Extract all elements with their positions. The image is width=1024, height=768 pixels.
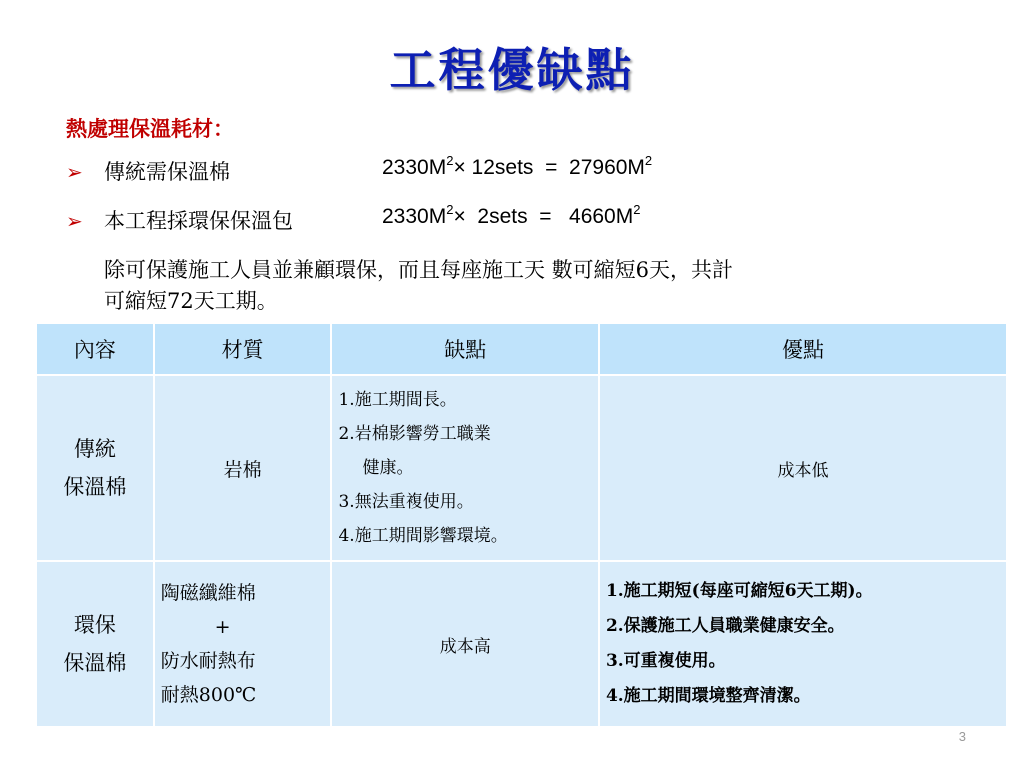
cell-pros: 成本低 [599,375,1007,561]
arrow-bullet-icon: ➢ [66,209,83,233]
list-item: 健康。 [362,458,414,478]
header-cons: 缺點 [331,323,598,375]
header-pros: 優點 [599,323,1007,375]
benefit-paragraph [104,255,984,317]
bullet-calculation: $2330M^2\times$ 12sets = $27960M^2$ [382,153,653,179]
paragraph-line: 除可保護施工人員並兼顧環保，而且每座施工天 數可縮短6天，共計 [104,258,734,282]
cell-material: 陶磁纖維棉 + 防水耐熱布 耐熱800℃ [154,561,332,727]
cell-pros [599,561,1007,727]
list-item: 1.施工期間長。 [338,390,457,410]
page-number: 3 [958,729,966,744]
cell-content: 環保 保溫棉 [36,561,154,727]
header-material: 材質 [154,323,332,375]
list-item: 1.施工期短(每座可縮短6天工期)。 [605,581,873,601]
list-item: 2.岩棉影響勞工職業 [338,424,491,444]
list-item: 2.保護施工人員職業健康安全。 [605,616,845,636]
table-row-traditional [36,375,1007,561]
cell-material: 岩棉 [154,375,332,561]
list-item: 4.施工期間影響環境。 [338,526,508,546]
comparison-table [35,322,1008,728]
bullet-label: 傳統需保溫棉 [104,160,230,184]
arrow-bullet-icon: ➢ [66,160,83,184]
bullet-eco [66,202,641,235]
bullet-traditional [66,153,653,186]
cell-cons [331,375,598,561]
list-item: 3.無法重複使用。 [338,492,474,512]
header-content: 內容 [36,323,154,375]
cell-content: 傳統 保溫棉 [36,375,154,561]
paragraph-line: 可縮短72天工期。 [104,289,278,313]
table-header-row [36,323,1007,375]
bullet-label: 本工程採環保保溫包 [104,209,293,233]
list-item: 4.施工期間環境整齊清潔。 [605,686,811,706]
bullet-calculation: $2330M^2\times$ 2sets = $4660M^2$ [382,202,641,228]
list-item: 3.可重複使用。 [605,651,726,671]
table-row-eco [36,561,1007,727]
slide-title: 工程優缺點 [389,43,635,97]
section-subtitle: 熱處理保溫耗材： [66,116,234,141]
cell-cons: 成本高 [331,561,598,727]
